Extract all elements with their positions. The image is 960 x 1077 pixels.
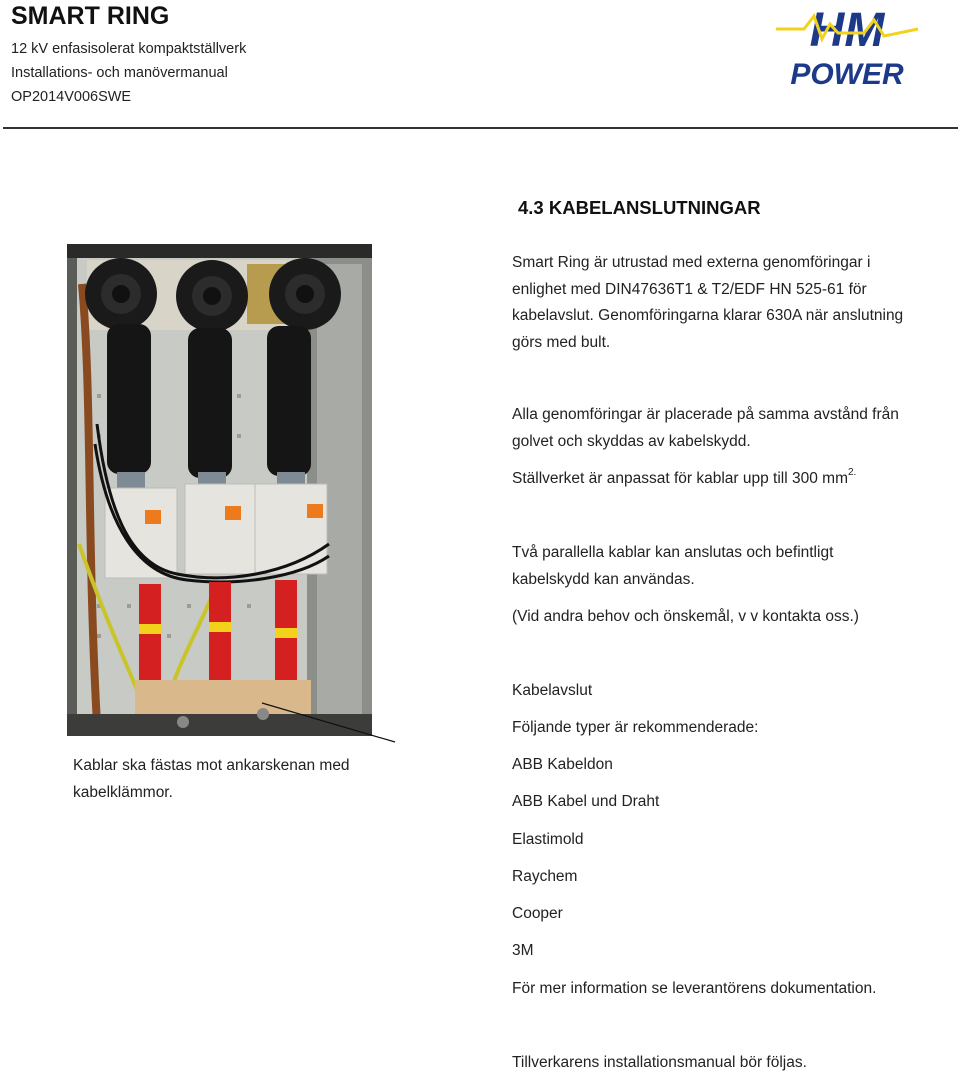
document-subtitle: 12 kV enfasisolerat kompaktställverk <box>11 41 247 57</box>
parallel-cables-paragraph: Två parallella kablar kan anslutas och befintligt kabelskydd kan användas. <box>512 544 834 588</box>
list-item: Raychem <box>512 868 578 885</box>
photo-caption: Kablar ska fästas mot ankarskenan med kabelklämmor. <box>73 757 350 801</box>
list-item: Elastimold <box>512 831 584 848</box>
list-item: ABB Kabel und Draht <box>512 793 660 810</box>
list-item: 3M <box>512 942 534 959</box>
cable-size-text: Ställverket är anpassat för kablar upp till 300 mm <box>512 470 848 487</box>
contact-paragraph: (Vid andra behov och önskemål, v v kontakta oss.) <box>512 608 859 625</box>
list-item: Cooper <box>512 905 563 922</box>
cable-size-superscript: 2. <box>848 467 857 478</box>
intro-paragraph: Smart Ring är utrustad med externa genomföringar i enlighet med DIN47636T1 & T2/EDF HN 525-61 för kabelavslut. Genomföringarna klarar 630A när anslutning görs med bult. <box>512 254 904 351</box>
installation-note: Tillverkarens installationsmanual bör följas. <box>512 1054 807 1071</box>
recommended-types-label: Följande typer är rekommenderade: <box>512 719 759 736</box>
header-divider <box>3 127 958 129</box>
placement-paragraph: Alla genomföringar är placerade på samma avstånd från golvet och skyddas av kabelskydd. <box>512 406 899 450</box>
logo-text-top: HM <box>809 4 885 57</box>
cable-compartment-photo <box>67 244 372 736</box>
cable-termination-heading: Kabelavslut <box>512 682 593 699</box>
cable-size-paragraph <box>512 466 907 493</box>
document-number: OP2014V006SWE <box>11 89 132 105</box>
list-item: ABB Kabeldon <box>512 756 613 773</box>
hm-power-logo <box>774 2 920 88</box>
documentation-note: För mer information se leverantörens dokumentation. <box>512 980 877 997</box>
document-title: SMART RING <box>11 2 170 30</box>
logo-text-bottom: POWER <box>790 58 904 88</box>
document-manual-type: Installations- och manövermanual <box>11 65 228 81</box>
section-title: 4.3 KABELANSLUTNINGAR <box>518 197 761 218</box>
